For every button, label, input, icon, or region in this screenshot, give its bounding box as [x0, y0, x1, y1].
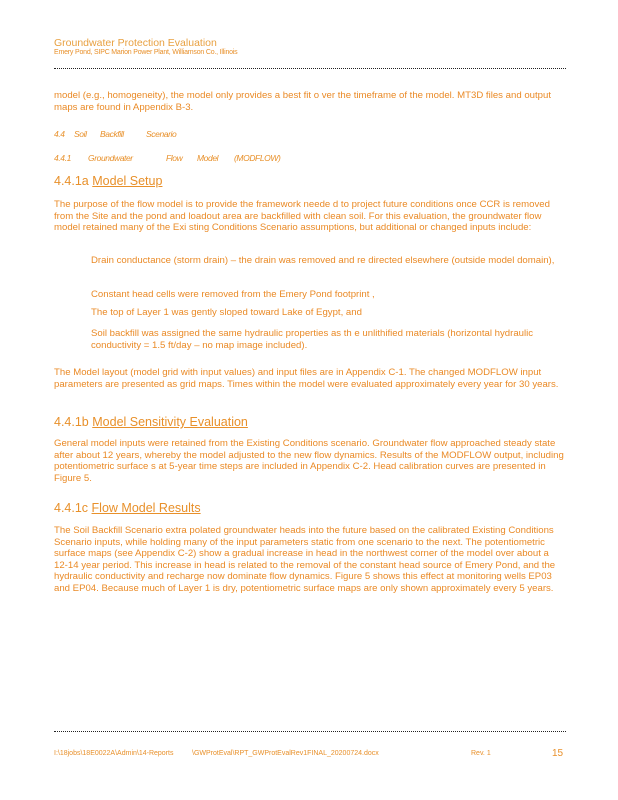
heading-word: Model — [197, 153, 219, 163]
list-item-text: Soil backfill was assigned the same hydraulic properties as th e unlithified materials (horizontal hydraulic conductivity = 1.5 ft/day – no map image included). — [91, 328, 534, 351]
model-setup-paragraph: The purpose of the flow model is to provide the framework neede d to project future conditions once CCR is removed from the Site and the pond and loadout area are backfilled with clean soil. For this evaluation, the groundwater flow model retained many of the Exi sting Conditions Scenario assumptions, but additional or changed inputs include: — [54, 199, 550, 234]
header-title: Groundwater Protection Evaluation — [54, 37, 217, 49]
heading-number: 4.4.1c — [54, 501, 89, 515]
heading-flow-results — [54, 501, 201, 515]
header-subtitle: Emery Pond, SIPC Marion Power Plant, Williamson Co., Illinois — [54, 49, 238, 56]
footer-divider — [54, 731, 566, 732]
footer-path-right: \GWProtEval\RPT_GWProtEvalRev1FINAL_20200724.docx — [192, 750, 379, 757]
header-divider — [54, 68, 566, 69]
sensitivity-paragraph: General model inputs were retained from the Existing Conditions scenario. Groundwater flow approached steady state after about 12 years, whereby the model adjusted to the new flow dynamics. Results of the MODFLOW output, including potentiometric surface s at 5-year time steps are included in Appendix C-2. Head calibration curves are presented in Figure 5. — [54, 438, 564, 484]
heading-word: Groundwater — [88, 153, 133, 163]
heading-title: Model Sensitivity Evaluation — [92, 415, 248, 429]
heading-title: Flow Model Results — [91, 501, 201, 515]
heading-number: 4.4.1a — [54, 174, 89, 188]
flow-results-paragraph: The Soil Backfill Scenario extra polated groundwater heads into the future based on the calibrated Existing Conditions Scenario inputs, while holding many of the input parameters static from one scenario to the next. The potentiometric surface maps (see Appendix C-2) show a gradual increase in head in the northwest corner of the model over about a 12-14 year period. This increase in head is related to the removal of the constant head source of Emery Pond, and the hydraulic conductivity and recharge now dominate flow dynamics. Figure 5 shows this effect at monitoring wells EP03 and EP04. Because much of Layer 1 is dry, potentiometric surface maps are only shown approximately every 5 years. — [54, 525, 556, 594]
heading-word: Backfill — [100, 129, 124, 139]
heading-word: Flow — [166, 153, 183, 163]
footer-path-left: I:\18jobs\18E0022A\Admin\14-Reports — [54, 750, 174, 757]
heading-word: Scenario — [146, 129, 177, 139]
heading-sensitivity — [54, 415, 248, 429]
heading-word: Soil — [74, 129, 87, 139]
footer-revision: Rev. 1 — [471, 750, 491, 757]
section-number: 4.4 — [54, 129, 65, 139]
list-item-text: Drain conductance (storm drain) – the drain was removed and re directed elsewhere (outside model domain), — [91, 255, 555, 266]
list-item-text: The top of Layer 1 was gently sloped toward Lake of Egypt, and — [91, 307, 362, 318]
list-item-text: Constant head cells were removed from the Emery Pond footprint , — [91, 289, 375, 300]
heading-number: 4.4.1b — [54, 415, 89, 429]
model-layout-paragraph: The Model layout (model grid with input values) and input files are in Appendix C-1. The changed MODFLOW input parameters are presented as grid maps. Times within the model were evaluated approximately every year for 30 years. — [54, 367, 559, 390]
heading-model-setup — [54, 174, 162, 188]
page-number: 15 — [552, 748, 564, 759]
intro-paragraph: model (e.g., homogeneity), the model only provides a best fit o ver the timeframe of the model. MT3D files and output maps are found in Appendix B-3. — [54, 90, 551, 113]
section-number: 4.4.1 — [54, 153, 71, 163]
heading-word: (MODFLOW) — [234, 153, 281, 163]
heading-title: Model Setup — [92, 174, 163, 188]
